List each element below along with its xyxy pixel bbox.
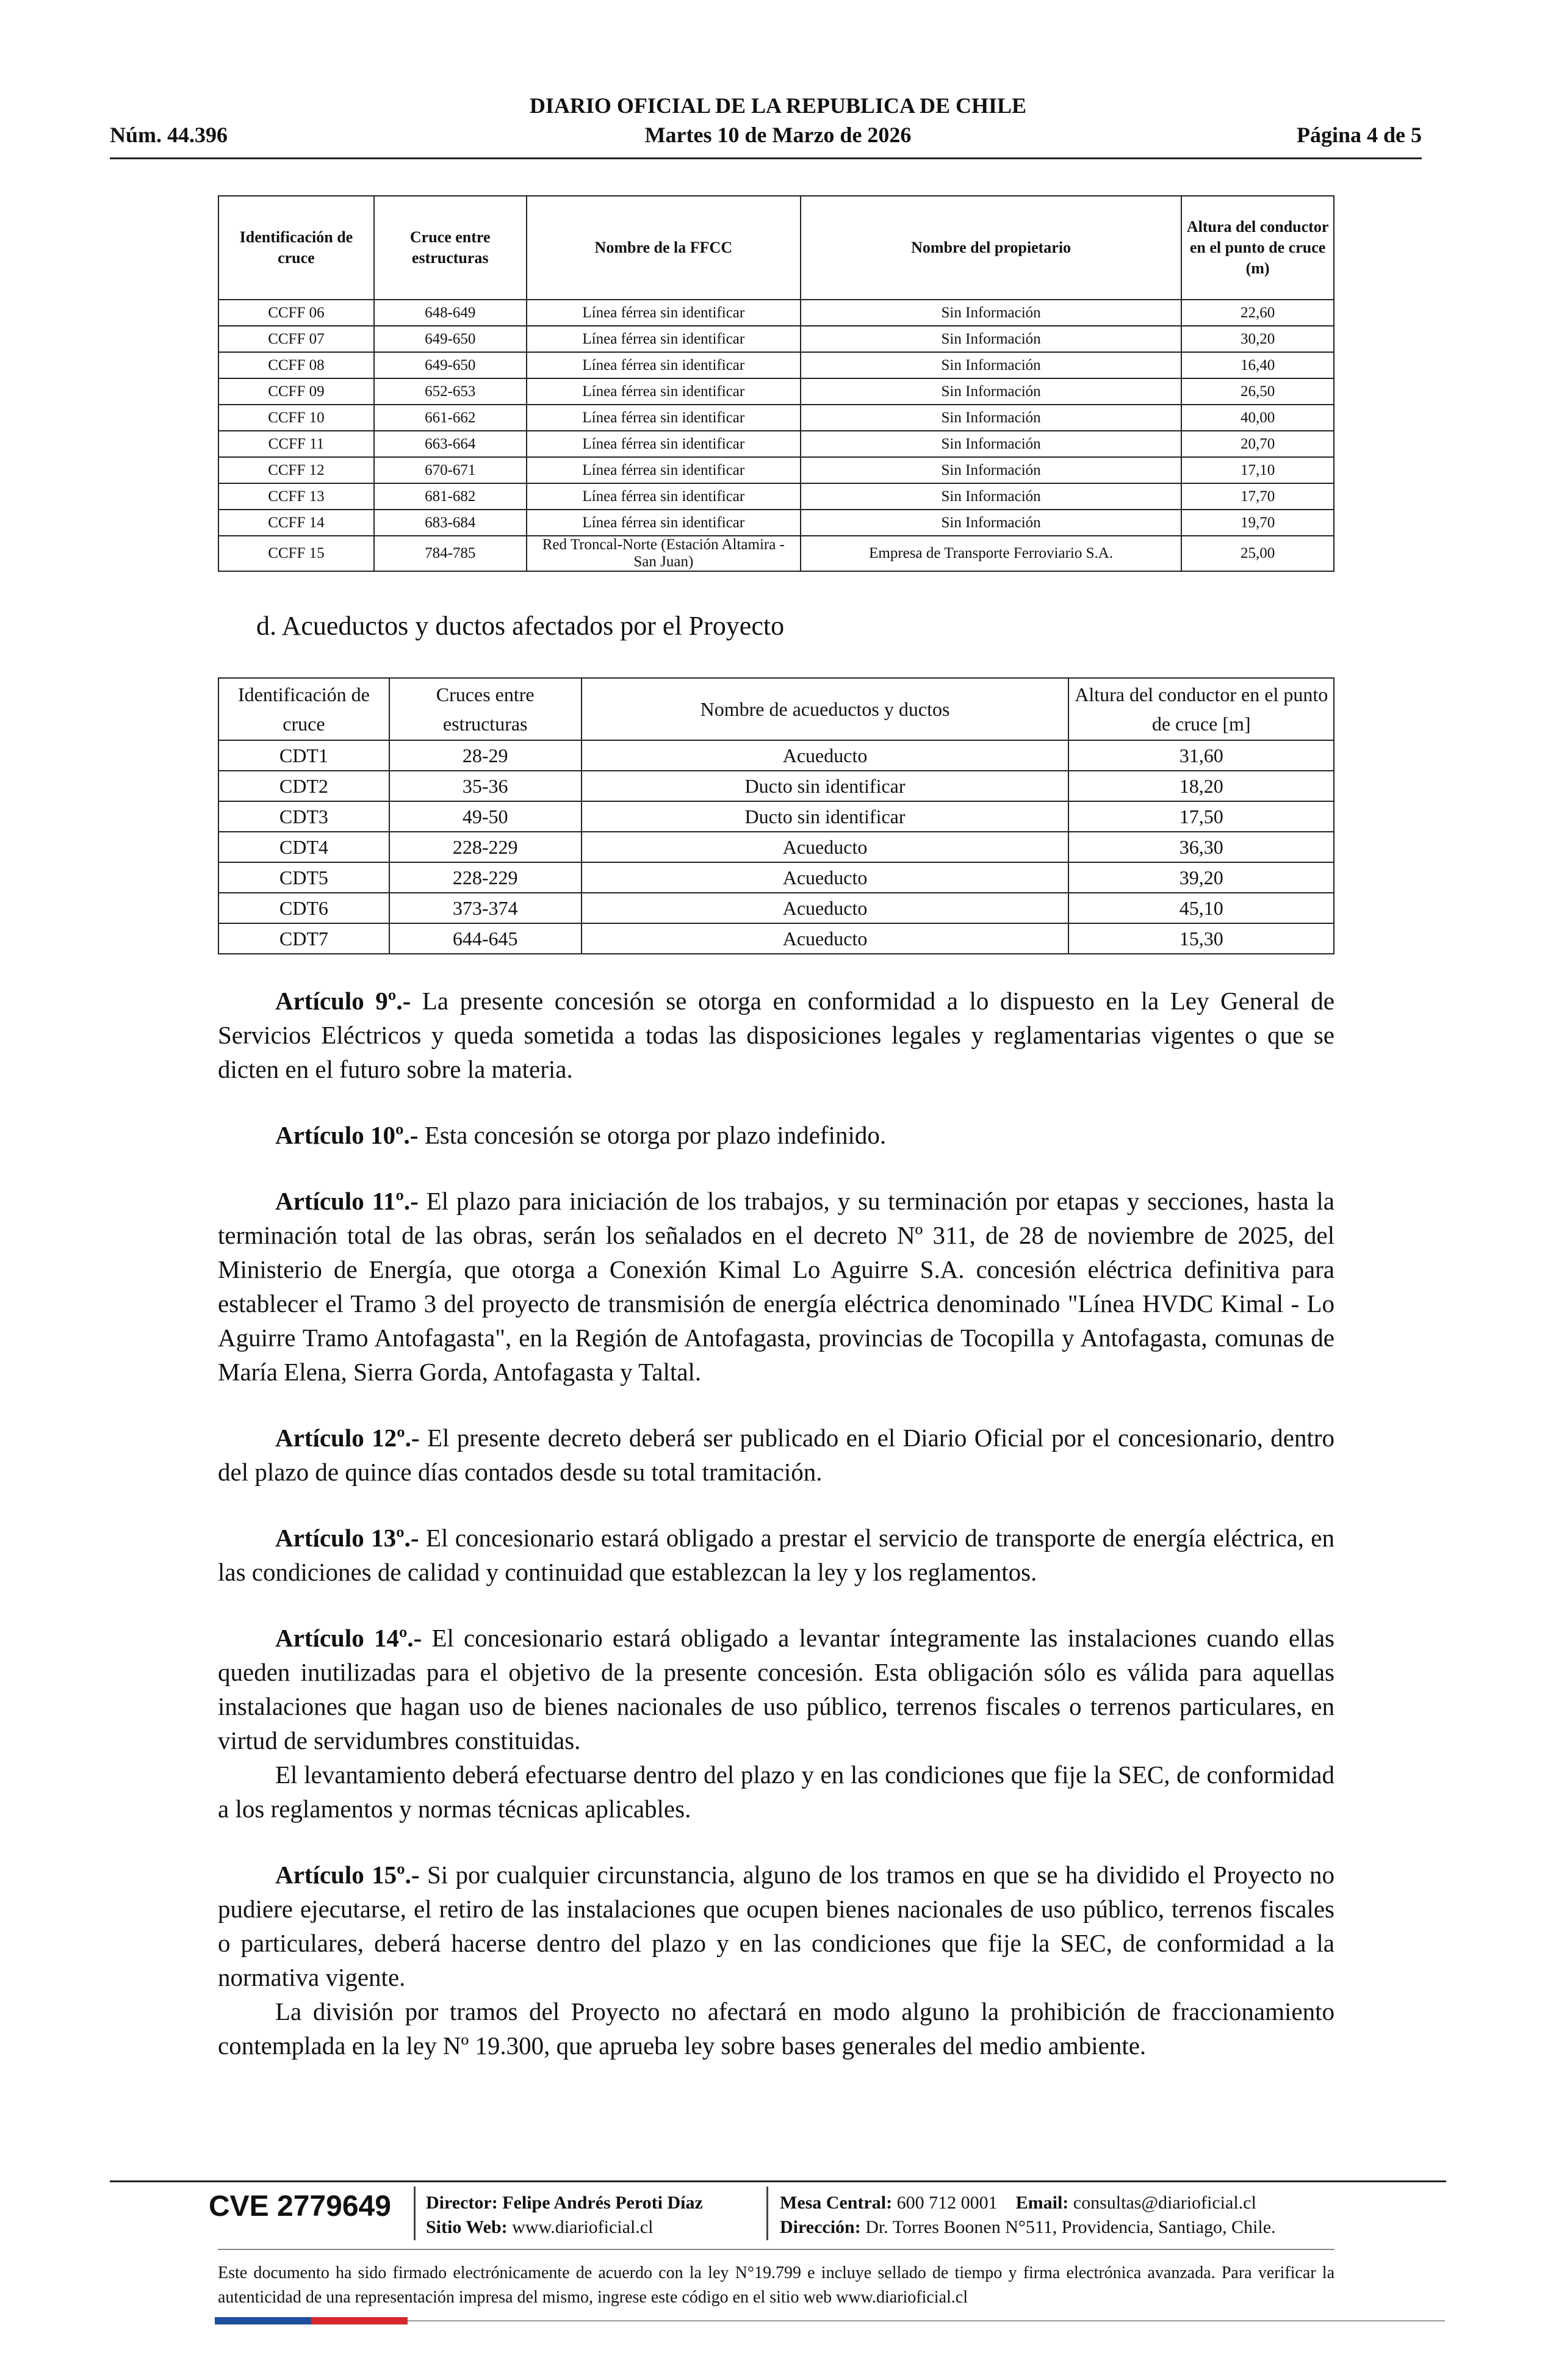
table-cell: Acueducto bbox=[582, 923, 1069, 954]
article-text: El presente decreto deberá ser publicado en el Diario Oficial por el concesionario, dentro del plazo de quince días contados desde su total tramitación. bbox=[218, 1424, 1334, 1486]
footer-director-block bbox=[426, 2191, 703, 2240]
site-link[interactable]: www.diarioficial.cl bbox=[512, 2217, 654, 2237]
article-paragraph bbox=[218, 1421, 1334, 1489]
column-header: Altura del conductor en el punto de cruce [m] bbox=[1068, 678, 1334, 740]
table-cell: 16,40 bbox=[1181, 352, 1334, 378]
table-cell: 661-662 bbox=[374, 405, 527, 431]
table-cell: Línea férrea sin identificar bbox=[527, 378, 801, 405]
table-cell: 649-650 bbox=[374, 326, 527, 352]
table-cell: CCFF 10 bbox=[218, 405, 374, 431]
page-indicator: Página 4 de 5 bbox=[1296, 123, 1422, 147]
footer-divider bbox=[766, 2187, 768, 2240]
table-header-row bbox=[218, 196, 1334, 300]
aqueducts-table bbox=[218, 677, 1334, 954]
table-cell: Acueducto bbox=[582, 740, 1069, 771]
issue-number: Núm. 44.396 bbox=[110, 123, 228, 147]
article-block bbox=[218, 1521, 1334, 1589]
table-row bbox=[218, 352, 1334, 378]
article-block bbox=[218, 1421, 1334, 1489]
table-cell: CCFF 06 bbox=[218, 300, 374, 326]
table-row bbox=[218, 378, 1334, 405]
footer-bottom-rule bbox=[408, 2320, 1445, 2321]
article-text: Si por cualquier circunstancia, alguno de los tramos en que se ha dividido el Proyecto no pudiere ejecutarse, el retiro de las instalaciones que ocupen bienes nacionales de uso público, terrenos fiscales o particulares, deberá hacerse dentro del plazo y en las condiciones que fije la SEC, de conformidad a la normativa vigente. bbox=[218, 1861, 1335, 1991]
table-cell: Sin Información bbox=[801, 457, 1181, 483]
table-cell: 39,20 bbox=[1068, 862, 1334, 893]
table-cell: Ducto sin identificar bbox=[582, 771, 1069, 801]
article-block bbox=[218, 1858, 1334, 2063]
table-cell: Sin Información bbox=[801, 326, 1181, 352]
table-cell: 649-650 bbox=[374, 352, 527, 378]
site-label: Sitio Web: bbox=[426, 2217, 508, 2237]
article-text: Esta concesión se otorga por plazo indefinido. bbox=[424, 1121, 887, 1149]
table-cell: 28-29 bbox=[389, 740, 582, 771]
article-block bbox=[218, 1184, 1334, 1389]
table-cell: 20,70 bbox=[1181, 431, 1334, 457]
table-cell: 35-36 bbox=[389, 771, 582, 801]
table-cell: Sin Información bbox=[801, 405, 1181, 431]
table-cell: 681-682 bbox=[374, 483, 527, 510]
table-row bbox=[218, 431, 1334, 457]
table-cell: 31,60 bbox=[1068, 740, 1334, 771]
table-cell: Acueducto bbox=[582, 893, 1069, 923]
column-header: Nombre de la FFCC bbox=[527, 196, 801, 300]
article-label: Artículo 14º.- bbox=[275, 1624, 422, 1652]
table-cell: CDT6 bbox=[218, 893, 389, 923]
table-row bbox=[218, 326, 1334, 352]
publication-title: DIARIO OFICIAL DE LA REPUBLICA DE CHILE bbox=[529, 93, 1027, 118]
article-block bbox=[218, 984, 1334, 1086]
table-cell: CCFF 15 bbox=[218, 536, 374, 571]
article-label: Artículo 9º.- bbox=[275, 987, 411, 1015]
table-row bbox=[218, 862, 1334, 893]
table-cell: Línea férrea sin identificar bbox=[527, 457, 801, 483]
table-cell: CDT1 bbox=[218, 740, 389, 771]
table-cell: CCFF 13 bbox=[218, 483, 374, 510]
table-cell: 40,00 bbox=[1181, 405, 1334, 431]
table-cell: CDT4 bbox=[218, 832, 389, 862]
table-cell: Sin Información bbox=[801, 378, 1181, 405]
table-cell: Acueducto bbox=[582, 832, 1069, 862]
article-label: Artículo 13º.- bbox=[275, 1524, 419, 1552]
table-cell: Red Troncal-Norte (Estación Altamira - San Juan) bbox=[527, 536, 801, 571]
table-cell: 45,10 bbox=[1068, 893, 1334, 923]
table-cell: 228-229 bbox=[389, 832, 582, 862]
table-cell: CCFF 09 bbox=[218, 378, 374, 405]
table-cell: CCFF 12 bbox=[218, 457, 374, 483]
table-cell: Sin Información bbox=[801, 352, 1181, 378]
column-header: Cruces entre estructuras bbox=[389, 678, 582, 740]
table-row bbox=[218, 536, 1334, 571]
table-cell: CCFF 14 bbox=[218, 510, 374, 536]
table-cell: Acueducto bbox=[582, 862, 1069, 893]
signature-note: Este documento ha sido firmado electrónicamente de acuerdo con la ley N°19.799 e incluye sellado de tiempo y firma electrónica avanzada. Para verificar la autenticidad de una representación impresa del mismo, ingrese este código en el sitio web www.diarioficial.cl bbox=[218, 2263, 1334, 2307]
article-paragraph bbox=[218, 1118, 1334, 1152]
table-cell: Línea férrea sin identificar bbox=[527, 483, 801, 510]
table-cell: Sin Información bbox=[801, 300, 1181, 326]
table-cell: 644-645 bbox=[389, 923, 582, 954]
table-cell: 26,50 bbox=[1181, 378, 1334, 405]
column-header: Identificación de cruce bbox=[218, 196, 374, 300]
article-label: Artículo 11º.- bbox=[275, 1187, 419, 1215]
table-cell: CDT3 bbox=[218, 801, 389, 832]
article-paragraph bbox=[218, 1994, 1334, 2063]
footer-contact-block bbox=[780, 2191, 1276, 2240]
table-cell: 19,70 bbox=[1181, 510, 1334, 536]
table-cell: Sin Información bbox=[801, 510, 1181, 536]
table-cell: Línea férrea sin identificar bbox=[527, 510, 801, 536]
address-text: Dr. Torres Boonen N°511, Providencia, Santiago, Chile. bbox=[865, 2217, 1276, 2237]
table-row bbox=[218, 405, 1334, 431]
table-cell: CDT5 bbox=[218, 862, 389, 893]
column-header: Nombre del propietario bbox=[801, 196, 1181, 300]
table-cell: 228-229 bbox=[389, 862, 582, 893]
article-label: Artículo 12º.- bbox=[275, 1424, 420, 1452]
article-label: Artículo 10º.- bbox=[275, 1121, 419, 1149]
table-cell: 36,30 bbox=[1068, 832, 1334, 862]
table-cell: CCFF 11 bbox=[218, 431, 374, 457]
flag-stripe-blue bbox=[215, 2317, 311, 2324]
email-link[interactable]: consultas@diarioficial.cl bbox=[1073, 2193, 1256, 2213]
railway-crossings-table bbox=[218, 195, 1334, 572]
article-paragraph bbox=[218, 1184, 1334, 1389]
article-label: Artículo 15º.- bbox=[275, 1861, 420, 1889]
table-cell: 18,20 bbox=[1068, 771, 1334, 801]
table-cell: Línea férrea sin identificar bbox=[527, 326, 801, 352]
table-cell: 663-664 bbox=[374, 431, 527, 457]
table-row bbox=[218, 510, 1334, 536]
table-cell: CDT7 bbox=[218, 923, 389, 954]
article-text: El levantamiento deberá efectuarse dentro del plazo y en las condiciones que fije la SEC, de conformidad a los reglamentos y normas técnicas aplicables. bbox=[218, 1761, 1334, 1823]
table-cell: CCFF 08 bbox=[218, 352, 374, 378]
footer-rule bbox=[110, 2180, 1446, 2182]
table-cell: 648-649 bbox=[374, 300, 527, 326]
article-paragraph bbox=[218, 1521, 1334, 1589]
section-d-title: d. Acueductos y ductos afectados por el Proyecto bbox=[256, 611, 785, 641]
director-name: Felipe Andrés Peroti Díaz bbox=[502, 2193, 703, 2213]
table-cell: 652-653 bbox=[374, 378, 527, 405]
cve-code: CVE 2779649 bbox=[209, 2190, 391, 2223]
footer-thin-rule bbox=[218, 2249, 1334, 2250]
table-cell: 49-50 bbox=[389, 801, 582, 832]
article-text: La división por tramos del Proyecto no afectará en modo alguno la prohibición de fraccionamiento contemplada en la ley Nº 19.300, que aprueba ley sobre bases generales del medio ambiente. bbox=[218, 1997, 1334, 2060]
email-label: Email: bbox=[1015, 2193, 1069, 2213]
table-cell: 17,50 bbox=[1068, 801, 1334, 832]
article-text: El plazo para iniciación de los trabajos, y su terminación por etapas y secciones, hasta la terminación total de las obras, serán los señalados en el decreto Nº 311, de 28 de noviembre de 2025, del Ministerio de Energía, que otorga a Conexión Kimal Lo Aguirre S.A. concesión eléctrica definitiva para establecer el Tramo 3 del proyecto de transmisión de energía eléctrica denominado "Línea HVDC Kimal - Lo Aguirre Tramo Antofagasta", en la Región de Antofagasta, provincias de Tocopilla y Antofagasta, comunas de María Elena, Sierra Gorda, Antofagasta y Taltal. bbox=[218, 1187, 1335, 1386]
table-cell: CDT2 bbox=[218, 771, 389, 801]
article-text: La presente concesión se otorga en conformidad a lo dispuesto en la Ley General de Servicios Eléctricos y queda sometida a todas las disposiciones legales y reglamentarias vigentes o que se dicten en el futuro sobre la materia. bbox=[218, 987, 1334, 1083]
table-row bbox=[218, 457, 1334, 483]
table-cell: Línea férrea sin identificar bbox=[527, 431, 801, 457]
column-header: Identificación de cruce bbox=[218, 678, 389, 740]
table-row bbox=[218, 832, 1334, 862]
table-cell: 683-684 bbox=[374, 510, 527, 536]
issue-date: Martes 10 de Marzo de 2026 bbox=[644, 123, 912, 147]
article-text: El concesionario estará obligado a prestar el servicio de transporte de energía eléctrica, en las condiciones de calidad y continuidad que establezcan la ley y los reglamentos. bbox=[218, 1524, 1334, 1586]
mesa-phone: 600 712 0001 bbox=[896, 2193, 998, 2213]
table-row bbox=[218, 740, 1334, 771]
articles-body bbox=[218, 984, 1334, 2063]
table-cell: Línea férrea sin identificar bbox=[527, 352, 801, 378]
article-paragraph bbox=[218, 1858, 1334, 1994]
table-row bbox=[218, 300, 1334, 326]
column-header: Altura del conductor en el punto de cruce (m) bbox=[1181, 196, 1334, 300]
article-text: El concesionario estará obligado a levantar íntegramente las instalaciones cuando ellas queden inutilizadas para el objetivo de la presente concesión. Esta obligación sólo es válida para aquellas instalaciones que hagan uso de bienes nacionales de uso público, terrenos fiscales o terrenos particulares, en virtud de servidumbres constituidas. bbox=[218, 1624, 1334, 1754]
table-cell: Empresa de Transporte Ferroviario S.A. bbox=[801, 536, 1181, 571]
table-cell: 17,10 bbox=[1181, 457, 1334, 483]
table-cell: Sin Información bbox=[801, 483, 1181, 510]
table-row bbox=[218, 483, 1334, 510]
article-paragraph bbox=[218, 1621, 1334, 1758]
address-label: Dirección: bbox=[780, 2217, 861, 2237]
header-rule bbox=[110, 157, 1422, 159]
table-cell: 15,30 bbox=[1068, 923, 1334, 954]
table-cell: CCFF 07 bbox=[218, 326, 374, 352]
table-cell: 30,20 bbox=[1181, 326, 1334, 352]
article-block bbox=[218, 1621, 1334, 1826]
director-label: Director: bbox=[426, 2193, 498, 2213]
table-cell: 784-785 bbox=[374, 536, 527, 571]
mesa-label: Mesa Central: bbox=[780, 2193, 893, 2213]
table-cell: Sin Información bbox=[801, 431, 1181, 457]
footer-divider bbox=[414, 2187, 416, 2240]
table-header-row bbox=[218, 678, 1334, 740]
article-block bbox=[218, 1118, 1334, 1152]
table-cell: 373-374 bbox=[389, 893, 582, 923]
flag-stripe-red bbox=[311, 2317, 408, 2324]
table-cell: 670-671 bbox=[374, 457, 527, 483]
column-header: Nombre de acueductos y ductos bbox=[582, 678, 1069, 740]
table-cell: Línea férrea sin identificar bbox=[527, 300, 801, 326]
article-paragraph bbox=[218, 1758, 1334, 1826]
table-row bbox=[218, 771, 1334, 801]
column-header: Cruce entre estructuras bbox=[374, 196, 527, 300]
article-paragraph bbox=[218, 984, 1334, 1086]
table-cell: 17,70 bbox=[1181, 483, 1334, 510]
table-row bbox=[218, 801, 1334, 832]
table-cell: 22,60 bbox=[1181, 300, 1334, 326]
table-cell: Ducto sin identificar bbox=[582, 801, 1069, 832]
table-row bbox=[218, 923, 1334, 954]
table-cell: Línea férrea sin identificar bbox=[527, 405, 801, 431]
table-cell: 25,00 bbox=[1181, 536, 1334, 571]
table-row bbox=[218, 893, 1334, 923]
